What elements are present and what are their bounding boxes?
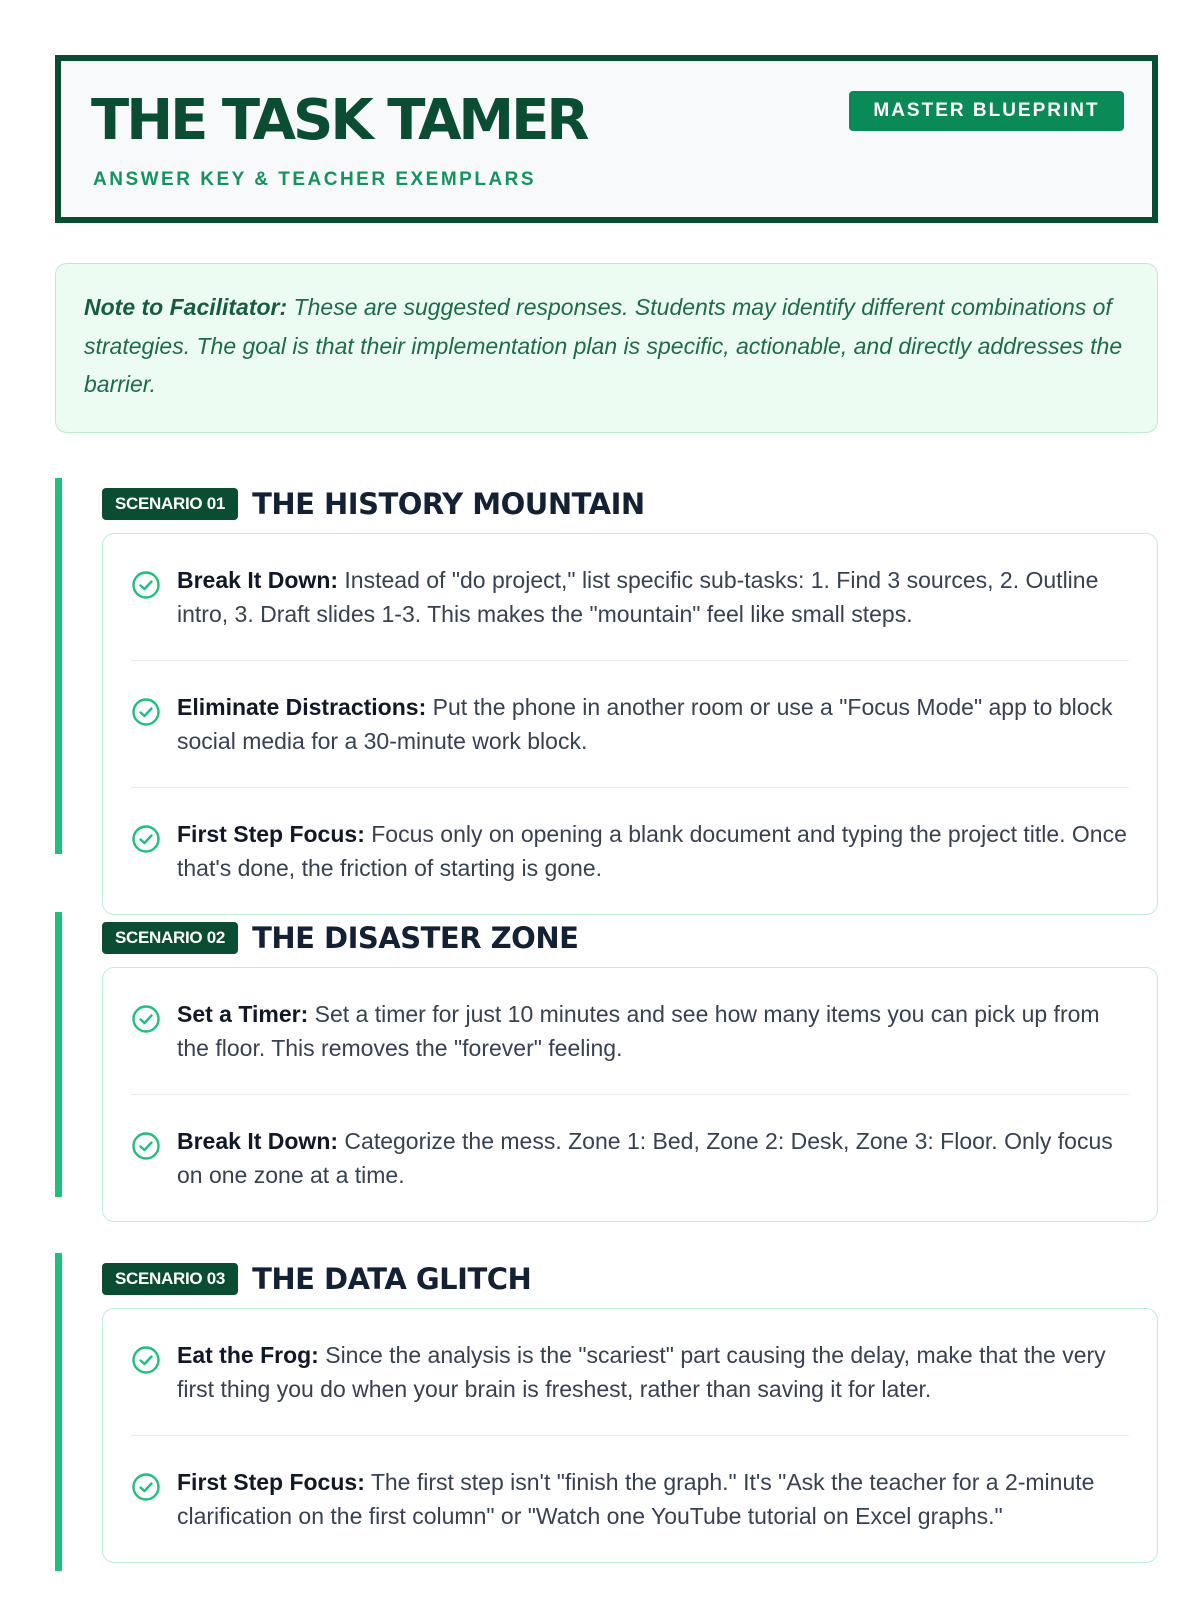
strategy-lead: Break It Down:	[177, 567, 339, 593]
header-box	[55, 55, 1158, 223]
strategy-text: Categorize the mess. Zone 1: Bed, Zone 2: Desk, Zone 3: Floor. Only focus on one zone at a time.	[177, 1128, 1113, 1188]
strategy-item	[131, 968, 1129, 1094]
scenario-tag: SCENARIO 01	[102, 488, 238, 520]
scenario-section-01	[55, 478, 1158, 881]
strategy-item	[131, 1094, 1129, 1221]
scenario-header	[102, 487, 645, 521]
strategy-text: Instead of "do project," list specific sub-tasks: 1. Find 3 sources, 2. Outline intro, 3. Draft slides 1-3. This makes the "mountain" feel like small steps.	[177, 567, 1099, 627]
check-circle-icon	[131, 824, 161, 854]
strategy-item	[131, 534, 1129, 660]
check-circle-icon	[131, 1472, 161, 1502]
scenario-title: THE DISASTER ZONE	[252, 921, 579, 955]
strategy-lead: Set a Timer:	[177, 1001, 309, 1027]
strategy-card	[102, 533, 1158, 915]
strategy-text: Since the analysis is the "scariest" part causing the delay, make that the very first thing you do when your brain is freshest, rather than saving it for later.	[177, 1342, 1106, 1402]
scenario-title: THE HISTORY MOUNTAIN	[252, 487, 645, 521]
strategy-lead: Eliminate Distractions:	[177, 694, 427, 720]
strategy-text: Focus only on opening a blank document and typing the project title. Once that's done, the friction of starting is gone.	[177, 821, 1127, 881]
strategy-item	[131, 787, 1129, 914]
strategy-item	[131, 1435, 1129, 1562]
strategy-text: The first step isn't "finish the graph." It's "Ask the teacher for a 2-minute clarification on the first column" or "Watch one YouTube tutorial on Excel graphs."	[177, 1469, 1095, 1529]
scenario-tag: SCENARIO 02	[102, 922, 238, 954]
scenario-title: THE DATA GLITCH	[252, 1262, 532, 1296]
strategy-lead: First Step Focus:	[177, 1469, 365, 1495]
facilitator-note	[55, 263, 1158, 433]
check-circle-icon	[131, 1131, 161, 1161]
scenario-tag: SCENARIO 03	[102, 1263, 238, 1295]
check-circle-icon	[131, 1345, 161, 1375]
strategy-text: Set a timer for just 10 minutes and see how many items you can pick up from the floor. This removes the "forever" feeling.	[177, 1001, 1100, 1061]
page-title: THE TASK TAMER	[91, 88, 587, 153]
strategy-text: Put the phone in another room or use a "Focus Mode" app to block social media for a 30-minute work block.	[177, 694, 1113, 754]
strategy-lead: Break It Down:	[177, 1128, 339, 1154]
check-circle-icon	[131, 697, 161, 727]
note-text: These are suggested responses. Students may identify different combinations of strategies. The goal is that their implementation plan is specific, actionable, and directly addresses the barrier.	[84, 294, 1123, 397]
scenario-section-02	[55, 912, 1158, 1197]
strategy-lead: First Step Focus:	[177, 821, 365, 847]
note-label: Note to Facilitator:	[84, 294, 288, 320]
master-blueprint-badge: MASTER BLUEPRINT	[849, 91, 1124, 131]
strategy-item	[131, 660, 1129, 787]
scenario-header	[102, 1262, 531, 1296]
strategy-lead: Eat the Frog:	[177, 1342, 319, 1368]
check-circle-icon	[131, 1004, 161, 1034]
scenario-section-03	[55, 1253, 1158, 1571]
check-circle-icon	[131, 570, 161, 600]
scenario-header	[102, 921, 578, 955]
page-subtitle: ANSWER KEY & TEACHER EXEMPLARS	[93, 169, 537, 190]
strategy-card	[102, 1308, 1158, 1563]
strategy-card	[102, 967, 1158, 1222]
strategy-item	[131, 1309, 1129, 1435]
